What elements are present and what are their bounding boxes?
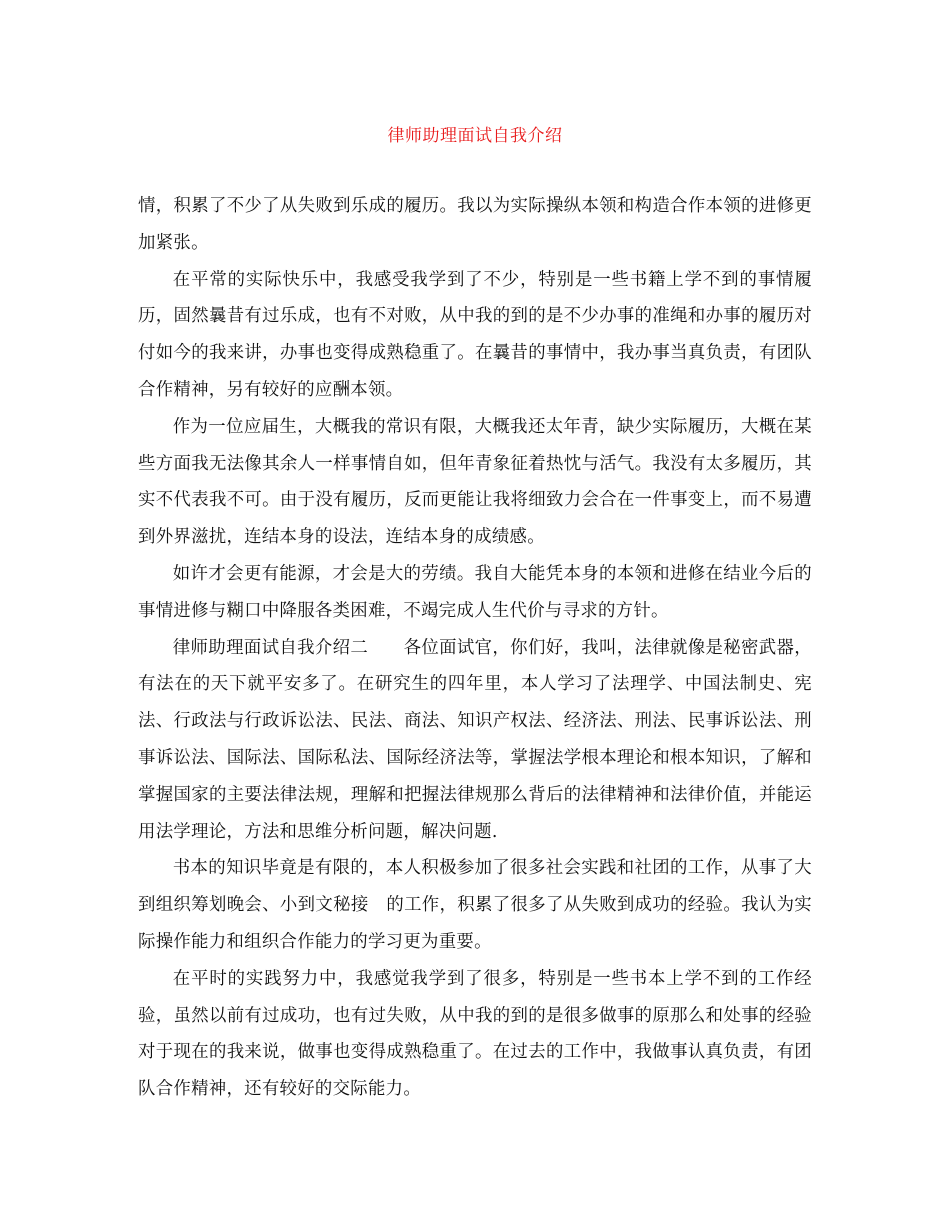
paragraph: 作为一位应届生，大概我的常识有限，大概我还太年青，缺少实际履历，大概在某些方面我无法像其余人一样事情自如，但年青象征着热忱与活气。我没有太多履历，其实不代表我不可。由于没有履历，反而更能让我将细致力会合在一件事变上，而不易遭到外界滋扰，连结本身的设法，连结本身的成绩感。 — [138, 416, 812, 548]
paragraph: 在平常的实际快乐中，我感受我学到了不少，特别是一些书籍上学不到的事情履历，固然曩昔有过乐成，也有不对败，从中我的到的是不少办事的准绳和办事的履历对付如今的我来讲，办事也变得成熟稳重了。在曩昔的事情中，我办事当真负责，有团队合作精神，另有较好的应酬本领。 — [138, 269, 812, 400]
document-body — [138, 188, 812, 1108]
paragraph: 律师助理面试自我介绍二 各位面试官，你们好，我叫，法律就像是秘密武器，有法在的天下就平安多了。在研究生的四年里，本人学习了法理学、中国法制史、宪法、行政法与行政诉讼法、民法、商法、知识产权法、经济法、刑法、民事诉讼法、刑事诉讼法、国际法、国际私法、国际经济法等，掌握法学根本理论和根本知识，了解和掌握国家的主要法律法规，理解和把握法律规那么背后的法律精神和法律价值，并能运用法学理论，方法和思维分析问题，解决问题. — [138, 637, 812, 842]
paragraph: 书本的知识毕竟是有限的，本人积极参加了很多社会实践和社团的工作，从事了大到组织筹划晚会、小到文秘接 的工作，积累了很多了从失败到成功的经验。我认为实际操作能力和组织合作能力的学习更为重要。 — [138, 858, 812, 952]
document-title: 律师助理面试自我介绍 — [387, 126, 563, 146]
paragraph-continued: 情，积累了不少了从失败到乐成的履历。我以为实际操纵本领和构造合作本领的进修更加紧张。 — [138, 196, 812, 253]
paragraph: 如许才会更有能源，才会是大的劳绩。我自大能凭本身的本领和进修在结业今后的事情进修与糊口中降服各类困难，不竭完成人生代价与寻求的方针。 — [138, 563, 812, 621]
paragraph: 在平时的实践努力中，我感觉我学到了很多，特别是一些书本上学不到的工作经验，虽然以前有过成功，也有过失败，从中我的到的是很多做事的原那么和处事的经验对于现在的我来说，做事也变得成熟稳重了。在过去的工作中，我做事认真负责，有团队合作精神，还有较好的交际能力。 — [138, 968, 812, 1100]
